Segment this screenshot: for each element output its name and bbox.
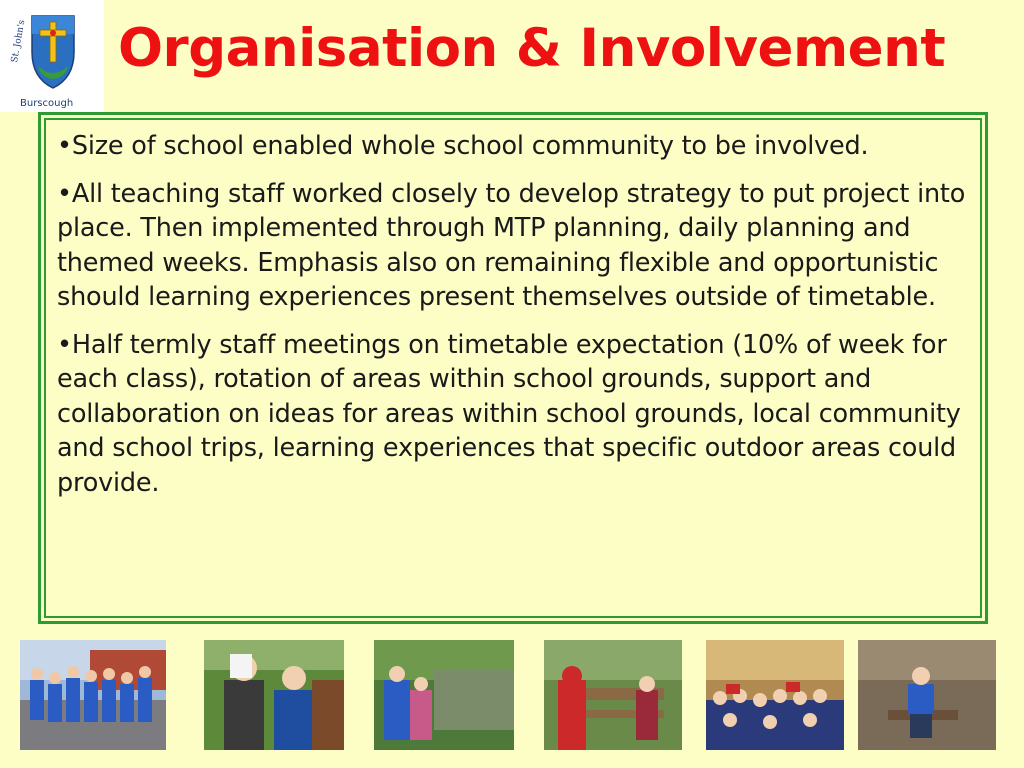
photo-garden-bench [544, 640, 682, 750]
bullet-item: •All teaching staff worked closely to develop strategy to put project into place. Then implemented through MTP planning, daily planning and themed weeks. Emphasis also on remaining flexible and opportunistic should learning experiences present themselves outside of timetable. [57, 178, 966, 312]
content-panel [38, 112, 988, 624]
photo-boy-on-bench [858, 640, 996, 750]
bullet-item: •Size of school enabled whole school community to be involved. [57, 131, 869, 161]
bullet-item: •Half termly staff meetings on timetable expectation (10% of week for each class), rotation of areas within school grounds, support and collaboration on ideas for areas within school grounds, local community and school trips, learning experiences that specific outdoor areas could provide. [57, 329, 961, 498]
slide-title: Organisation & Involvement [118, 18, 946, 79]
photo-children-outdoors [204, 640, 344, 750]
svg-text:St. John's: St. John's [9, 19, 28, 64]
photo-group-playground [20, 640, 166, 750]
school-crest-icon [0, 0, 104, 112]
photo-pond-exploration [374, 640, 514, 750]
bullet-list [57, 129, 975, 613]
photo-class-seated [706, 640, 844, 750]
photo-strip [0, 640, 1024, 750]
svg-text:Burscough: Burscough [20, 98, 74, 109]
school-logo [0, 0, 104, 112]
